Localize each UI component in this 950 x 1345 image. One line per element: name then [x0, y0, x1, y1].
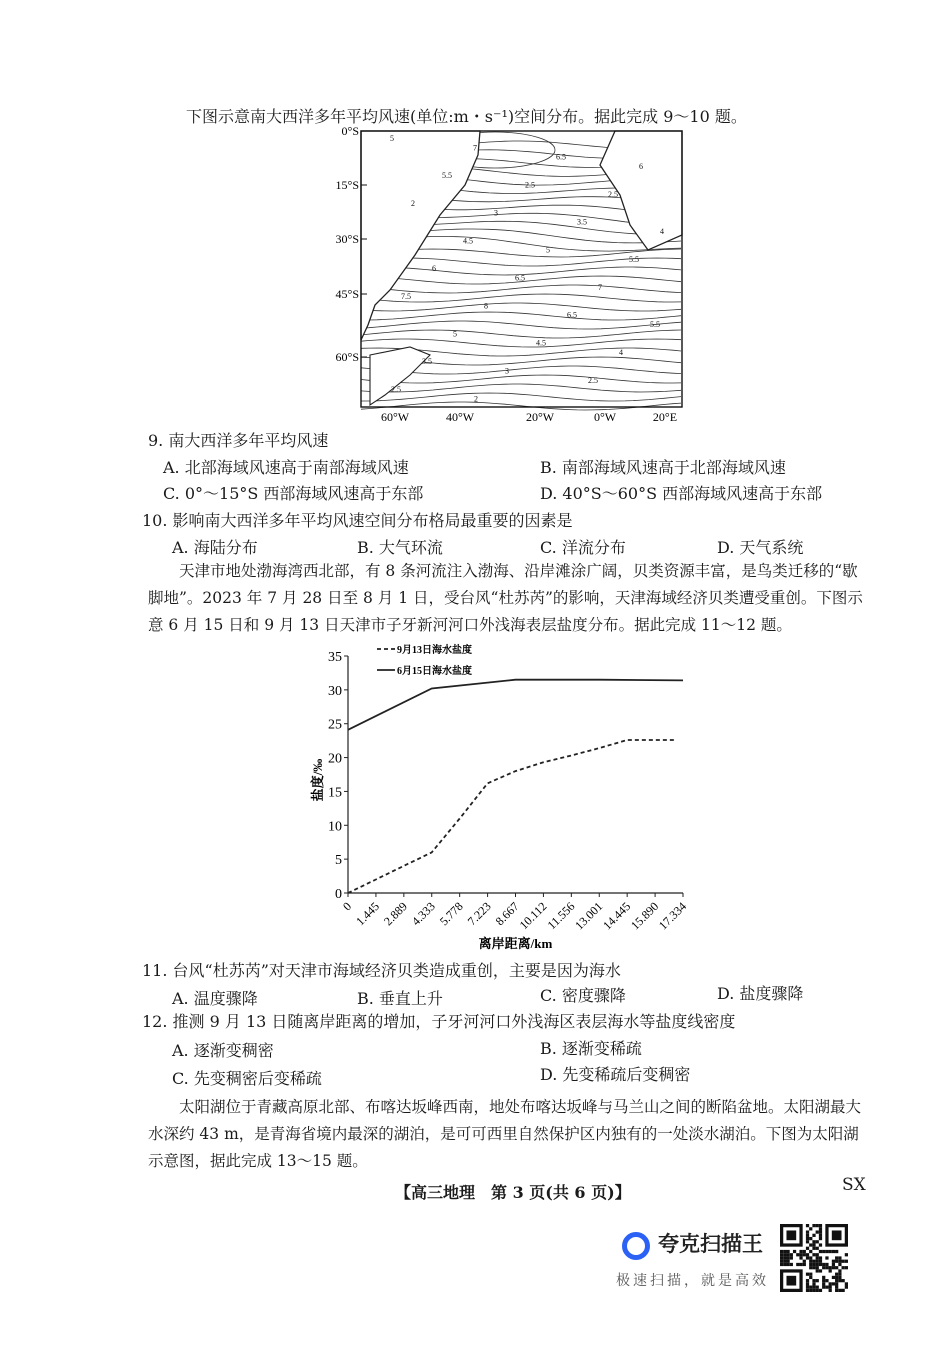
qr-module — [819, 1269, 822, 1272]
contour-label: 2.5 — [525, 180, 535, 190]
x-tick-label: 14.445 — [600, 899, 634, 933]
longitude-label: 0°W — [593, 410, 617, 424]
y-tick-label: 30 — [328, 683, 342, 699]
qr-module — [819, 1230, 822, 1233]
contour-label: 5 — [390, 134, 394, 143]
qr-module — [809, 1286, 812, 1289]
x-tick-label: 0 — [339, 899, 355, 914]
qr-module — [803, 1253, 806, 1256]
contour-label: 2.5 — [588, 375, 598, 385]
contour-label: 3.5 — [577, 217, 587, 227]
qr-module — [816, 1253, 819, 1256]
qr-module — [786, 1263, 789, 1266]
contour-line — [361, 303, 681, 311]
qr-module — [812, 1286, 815, 1289]
contour-label: 3.5 — [422, 357, 432, 367]
qr-module — [819, 1260, 822, 1263]
qr-module — [812, 1260, 815, 1263]
qr-module — [783, 1250, 786, 1253]
contour-label: 6 — [432, 264, 436, 274]
x-tick-label: 13.001 — [572, 899, 606, 933]
x-tick-label: 15.890 — [627, 899, 662, 933]
x-tick-label: 2.889 — [380, 899, 410, 929]
qr-module — [835, 1276, 838, 1279]
qr-finder — [832, 1230, 842, 1240]
qr-module — [812, 1243, 815, 1246]
qr-module — [816, 1289, 819, 1292]
qr-module — [835, 1286, 838, 1289]
qr-module — [822, 1286, 825, 1289]
qr-module — [842, 1289, 845, 1292]
qr-module — [819, 1227, 822, 1230]
x-tick-label: 10.112 — [516, 899, 550, 933]
qr-module — [809, 1243, 812, 1246]
qr-module — [845, 1266, 848, 1269]
q9-stem: 9. 南大西洋多年平均风速 — [148, 431, 329, 450]
qr-module — [809, 1256, 812, 1259]
qr-module — [786, 1253, 789, 1256]
contour-label: 2 — [411, 199, 415, 209]
contour-label: 5 — [453, 329, 457, 339]
qr-module — [809, 1227, 812, 1230]
qr-module — [835, 1279, 838, 1282]
qr-module — [806, 1282, 809, 1285]
qr-module — [835, 1282, 838, 1285]
qr-module — [809, 1237, 812, 1240]
qr-module — [832, 1276, 835, 1279]
qr-module — [816, 1269, 819, 1272]
q9-option-c[interactable]: C. 0°～15°S 西部海域风速高于东部 — [163, 484, 424, 503]
x-tick-label: 4.333 — [408, 899, 438, 929]
qr-module — [842, 1266, 845, 1269]
qr-module — [812, 1247, 815, 1250]
qr-module — [825, 1279, 828, 1282]
q11-option-d[interactable]: D. 盐度骤降 — [717, 984, 804, 1003]
qr-module — [835, 1266, 838, 1269]
qr-module — [812, 1266, 815, 1269]
q11-option-c[interactable]: C. 密度骤降 — [540, 986, 626, 1005]
subject-code: SX — [842, 1175, 866, 1195]
longitude-label: 20°E — [652, 410, 678, 424]
contour-label: 6 — [639, 161, 643, 171]
qr-module — [783, 1253, 786, 1256]
page-footer: 【高三地理 第 3 页(共 6 页)】 — [395, 1183, 631, 1202]
qr-module — [793, 1250, 796, 1253]
q12-stem: 12. 推测 9 月 13 日随离岸距离的增加，子牙河河口外浅海区表层海水等盐度线密度 — [142, 1012, 736, 1031]
y-tick-label: 35 — [328, 650, 342, 665]
qr-module — [816, 1224, 819, 1227]
qr-module — [838, 1273, 841, 1276]
contour-line — [361, 384, 681, 395]
qr-module — [816, 1256, 819, 1259]
qr-module — [783, 1260, 786, 1263]
series-line-0 — [348, 740, 675, 893]
qr-module — [825, 1286, 828, 1289]
wind-speed-map — [330, 125, 700, 425]
q10-option-b[interactable]: B. 大气环流 — [357, 538, 443, 557]
qr-module — [783, 1256, 786, 1259]
series-line-1 — [348, 680, 683, 730]
qr-module — [809, 1263, 812, 1266]
q11-option-a[interactable]: A. 温度骤降 — [172, 989, 258, 1008]
qr-module — [806, 1286, 809, 1289]
qr-module — [838, 1276, 841, 1279]
qr-module — [829, 1286, 832, 1289]
qr-module — [816, 1263, 819, 1266]
qr-module — [786, 1250, 789, 1253]
y-tick-label: 5 — [335, 853, 342, 869]
qr-module — [809, 1276, 812, 1279]
qr-module — [819, 1263, 822, 1266]
qr-module — [812, 1289, 815, 1292]
contour-label: 6.5 — [556, 152, 566, 162]
qr-module — [835, 1289, 838, 1292]
qr-module — [812, 1240, 815, 1243]
contour-label: 3 — [505, 366, 509, 376]
qr-module — [812, 1263, 815, 1266]
qr-module — [842, 1279, 845, 1282]
qr-module — [838, 1279, 841, 1282]
qr-module — [819, 1250, 822, 1253]
qr-module — [803, 1260, 806, 1263]
qr-module — [832, 1282, 835, 1285]
qr-module — [790, 1263, 793, 1266]
qr-module — [812, 1234, 815, 1237]
contour-label: 5.5 — [442, 171, 452, 181]
contour-label: 8 — [484, 301, 488, 311]
q11-stem: 11. 台风“杜苏芮”对天津市海域经济贝类造成重创，主要是因为海水 — [142, 961, 621, 980]
qr-module — [832, 1266, 835, 1269]
qr-module — [832, 1260, 835, 1263]
qr-module — [845, 1282, 848, 1285]
q10-option-a[interactable]: A. 海陆分布 — [172, 538, 258, 557]
salinity-chart — [300, 640, 720, 960]
y-tick-label: 15 — [328, 785, 342, 801]
x-tick-label: 7.223 — [464, 899, 494, 929]
qr-module — [816, 1286, 819, 1289]
intro-q11-12: 天津市地处渤海湾西北部，有 8 条河流注入渤海、沿岸滩涂广阔，贝类资源丰富，是鸟类迁移的“歇脚地”。2023 年 7 月 28 日至 8 月 1 日，受台风“杜苏芮”的影响，天津海域经济贝类遭受重创。下图示意 6 月 15 日和 9 月 13 日天津市子牙新河河口外浅海表层盐度分布。据此完成 11～12 题。 — [148, 562, 863, 634]
qr-module — [845, 1260, 848, 1263]
qr-module — [825, 1263, 828, 1266]
qr-module — [822, 1250, 825, 1253]
y-tick-label: 20 — [328, 751, 342, 767]
qr-module — [803, 1250, 806, 1253]
x-tick-label: 17.334 — [655, 899, 690, 933]
qr-module — [835, 1250, 838, 1253]
contour-label: 7 — [473, 143, 477, 153]
qr-module — [838, 1256, 841, 1259]
qr-module — [845, 1253, 848, 1256]
qr-module — [790, 1256, 793, 1259]
q9-option-b[interactable]: B. 南部海域风速高于北部海域风速 — [540, 458, 786, 477]
contour-label: 4.5 — [463, 236, 473, 246]
y-tick-label: 10 — [328, 819, 342, 835]
qr-module — [829, 1269, 832, 1272]
contour-label: 3 — [494, 208, 498, 218]
latitude-label: 0°S — [341, 125, 359, 138]
q12-option-b[interactable]: B. 逐渐变稀疏 — [540, 1039, 642, 1058]
q10-stem: 10. 影响南大西洋多年平均风速空间分布格局最重要的因素是 — [142, 511, 573, 530]
qr-module — [832, 1250, 835, 1253]
q10-option-c[interactable]: C. 洋流分布 — [540, 538, 626, 557]
qr-module — [829, 1289, 832, 1292]
contour-label: 2 — [474, 394, 478, 404]
legend-label: 6月15日海水盐度 — [397, 666, 472, 677]
contour-line — [361, 402, 681, 410]
qr-module — [799, 1250, 802, 1253]
contour-line — [361, 393, 681, 404]
qr-module — [780, 1256, 783, 1259]
qr-module — [838, 1289, 841, 1292]
qr-module — [812, 1279, 815, 1282]
scanner-watermark — [612, 1222, 862, 1294]
qr-module — [816, 1266, 819, 1269]
y-axis-label: 盐度/‰ — [310, 758, 325, 802]
contour-label: 4 — [660, 227, 664, 236]
qr-module — [819, 1243, 822, 1246]
contour-line — [361, 321, 681, 329]
x-axis-label: 离岸距离/km — [478, 936, 553, 951]
qr-module — [819, 1234, 822, 1237]
qr-module — [835, 1273, 838, 1276]
qr-module — [790, 1253, 793, 1256]
qr-module — [816, 1260, 819, 1263]
qr-module — [819, 1224, 822, 1227]
qr-module — [799, 1256, 802, 1259]
q12-option-c[interactable]: C. 先变稠密后变稀疏 — [172, 1069, 322, 1088]
contour-label: 6.5 — [515, 273, 525, 283]
qr-module — [832, 1263, 835, 1266]
contour-line — [361, 330, 681, 338]
qr-module — [780, 1253, 783, 1256]
q9-option-a[interactable]: A. 北部海域风速高于南部海域风速 — [163, 458, 409, 477]
latitude-label: 30°S — [335, 232, 359, 246]
latitude-label: 45°S — [335, 287, 359, 301]
q11-option-b[interactable]: B. 垂直上升 — [357, 989, 443, 1008]
qr-module — [812, 1253, 815, 1256]
qr-module — [822, 1279, 825, 1282]
qr-module — [825, 1266, 828, 1269]
qr-module — [806, 1240, 809, 1243]
qr-module — [822, 1282, 825, 1285]
contour-label: 4.5 — [536, 338, 546, 348]
qr-module — [816, 1247, 819, 1250]
qr-module — [816, 1279, 819, 1282]
y-tick-label: 0 — [335, 887, 342, 902]
qr-module — [783, 1263, 786, 1266]
qr-module — [786, 1256, 789, 1259]
contour-label: 5.5 — [650, 320, 660, 329]
qr-module — [825, 1250, 828, 1253]
qr-module — [809, 1273, 812, 1276]
latitude-label: 15°S — [335, 178, 359, 192]
contour-label: 2.5 — [391, 385, 401, 395]
longitude-label: 40°W — [445, 410, 475, 424]
x-tick-label: 8.667 — [492, 899, 522, 929]
qr-module — [816, 1240, 819, 1243]
qr-module — [806, 1253, 809, 1256]
qr-module — [829, 1250, 832, 1253]
qr-module — [822, 1263, 825, 1266]
scanner-slogan: 极速扫描，就是高效 — [616, 1273, 769, 1289]
qr-module — [806, 1224, 809, 1227]
contour-line — [361, 312, 681, 320]
qr-module — [803, 1263, 806, 1266]
q12-option-d[interactable]: D. 先变稀疏后变稠密 — [540, 1065, 691, 1084]
qr-module — [825, 1256, 828, 1259]
q12-option-a[interactable]: A. 逐渐变稠密 — [172, 1041, 274, 1060]
contour-label: 6.5 — [567, 310, 577, 320]
qr-module — [806, 1230, 809, 1233]
contour-label: 7 — [598, 282, 602, 292]
latitude-label: 60°S — [335, 350, 359, 364]
contour-label: 5 — [546, 245, 550, 255]
tierra-del-fuego — [370, 347, 430, 405]
qr-module — [838, 1269, 841, 1272]
qr-module — [780, 1263, 783, 1266]
qr-module — [809, 1266, 812, 1269]
qr-module — [812, 1224, 815, 1227]
qr-module — [829, 1282, 832, 1285]
qr-module — [812, 1282, 815, 1285]
y-tick-label: 25 — [328, 717, 342, 733]
qr-module — [806, 1279, 809, 1282]
longitude-label: 20°W — [525, 410, 555, 424]
qr-module — [796, 1253, 799, 1256]
qr-module — [845, 1286, 848, 1289]
qr-module — [842, 1260, 845, 1263]
qr-module — [819, 1237, 822, 1240]
qr-module — [835, 1256, 838, 1259]
qr-module — [806, 1247, 809, 1250]
qr-finder — [786, 1230, 796, 1240]
qr-module — [806, 1256, 809, 1259]
qr-module — [806, 1289, 809, 1292]
contour-line — [361, 339, 681, 347]
qr-module — [809, 1260, 812, 1263]
contour-label: 4 — [619, 347, 623, 357]
qr-module — [829, 1266, 832, 1269]
qr-module — [780, 1260, 783, 1263]
qr-module — [806, 1237, 809, 1240]
qr-module — [835, 1260, 838, 1263]
qr-module — [816, 1230, 819, 1233]
legend-label: 9月13日海水盐度 — [397, 645, 472, 656]
qr-module — [822, 1276, 825, 1279]
contour-label: 2.5 — [608, 189, 618, 199]
q9-option-d[interactable]: D. 40°S～60°S 西部海域风速高于东部 — [540, 484, 823, 503]
qr-module — [838, 1263, 841, 1266]
qr-module — [799, 1253, 802, 1256]
qr-module — [799, 1263, 802, 1266]
qr-finder — [786, 1276, 796, 1286]
x-tick-label: 11.556 — [544, 899, 578, 933]
qr-module — [796, 1263, 799, 1266]
intro-q13-15: 太阳湖位于青藏高原北部、布喀达坂峰西南，地处布喀达坂峰与马兰山之间的断陷盆地。太阳湖最大水深约 43 m，是青海省境内最深的湖泊，是可可西里自然保护区内独有的一处淡水湖泊。下图为太阳湖示意图，据此完成 13～15 题。 — [148, 1098, 862, 1170]
q10-option-d[interactable]: D. 天气系统 — [717, 538, 804, 557]
qr-module — [819, 1256, 822, 1259]
contour-label: 5.5 — [629, 254, 639, 264]
qr-module — [819, 1289, 822, 1292]
qr-module — [806, 1234, 809, 1237]
longitude-label: 60°W — [380, 410, 410, 424]
quark-logo-icon — [622, 1232, 650, 1260]
x-tick-label: 5.778 — [436, 899, 466, 929]
qr-module — [809, 1289, 812, 1292]
qr-code-icon — [780, 1224, 848, 1292]
intro-q9-10: 下图示意南大西洋多年平均风速(单位:m・s⁻¹)空间分布。据此完成 9～10 题。 — [186, 107, 747, 126]
qr-module — [786, 1260, 789, 1263]
qr-module — [809, 1250, 812, 1253]
qr-module — [838, 1260, 841, 1263]
scanner-name: 夸克扫描王 — [658, 1232, 763, 1256]
qr-module — [806, 1273, 809, 1276]
qr-module — [780, 1250, 783, 1253]
qr-module — [822, 1266, 825, 1269]
contour-label: 7.5 — [401, 292, 411, 302]
x-tick-label: 1.445 — [353, 899, 383, 929]
